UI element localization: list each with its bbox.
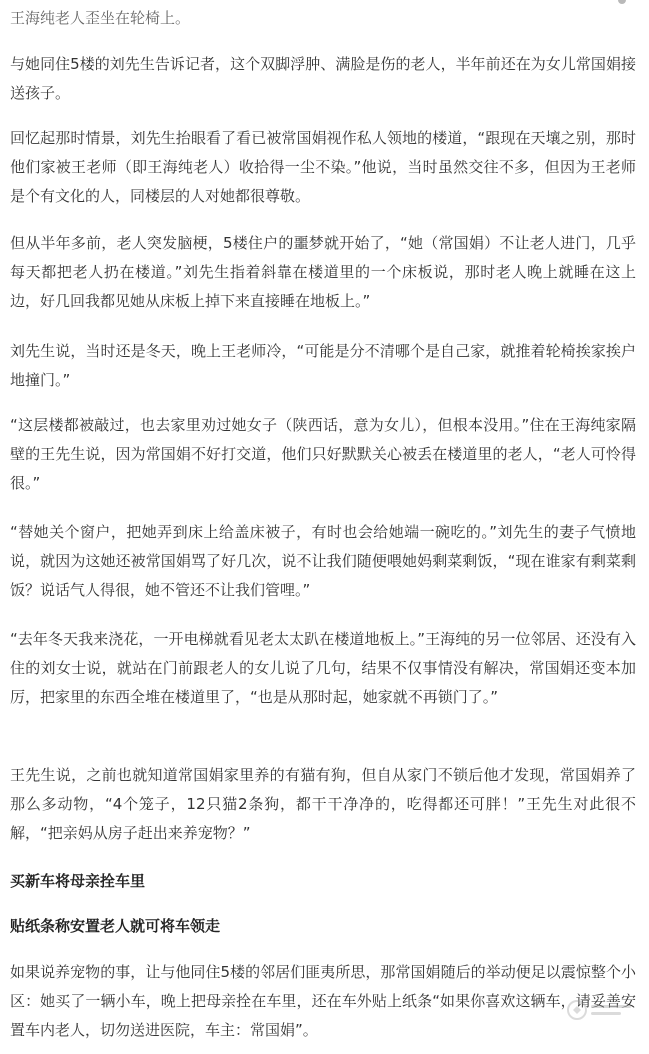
section-heading: 贴纸条称安置老人就可将车领走 [10, 917, 221, 935]
paragraph: “去年冬天我来浇花，一开电梯就看见老太太趴在楼道地板上。”王海纯的另一位邻居、还没有入住的刘女士说，就站在门前跟老人的女儿说了几句，结果不仅事情没有解决，常国娟还变本加厉，把家里的东西全堆在楼道里了，“也是从那时起，她家就不再锁门了。” [10, 630, 636, 706]
photo-caption: 王海纯老人歪坐在轮椅上。 [10, 9, 191, 27]
paragraph: 刘先生说，当时还是冬天，晚上王老师冷，“可能是分不清哪个是自己家，就推着轮椅挨家挨户地撞门。” [10, 342, 636, 389]
paragraph: “替她关个窗户，把她弄到床上给盖床被子，有时也会给她端一碗吃的。”刘先生的妻子气愤地说，就因为这她还被常国娟骂了好几次，说不让我们随便喂她妈剩菜剩饭，“现在谁家有剩菜剩饭？说话气人得很，她不管还不让我们管哩。” [10, 523, 636, 599]
paragraph: “这层楼都被敲过，也去家里劝过她女子（陕西话，意为女儿），但根本没用。”住在王海纯家隔壁的王先生说，因为常国娟不好打交道，他们只好默默关心被丢在楼道里的老人，“老人可怜得很。” [10, 416, 636, 492]
paragraph: 但从半年多前，老人突发脑梗，5楼住户的噩梦就开始了，“她（常国娟）不让老人进门，几乎每天都把老人扔在楼道。”刘先生指着斜靠在楼道里的一个床板说，那时老人晚上就睡在这上边，好几回我都见她从床板上掉下来直接睡在地板上。” [10, 234, 636, 310]
paragraph: 回忆起那时情景，刘先生抬眼看了看已被常国娟视作私人领地的楼道，“跟现在天壤之别，那时他们家被王老师（即王海纯老人）收拾得一尘不染。”他说，当时虽然交往不多，但因为王老师是个有文化的人，同楼层的人对她都很尊敬。 [10, 129, 636, 205]
scrollbar-thumb[interactable] [618, 0, 626, 4]
section-heading: 买新车将母亲拴车里 [10, 872, 146, 890]
paragraph: 与她同住5楼的刘先生告诉记者，这个双脚浮肿、满脸是伤的老人，半年前还在为女儿常国娟接送孩子。 [10, 55, 636, 102]
paragraph: 王先生说，之前也就知道常国娟家里养的有猫有狗，但自从家门不锁后他才发现，常国娟养了那么多动物，“4个笼子，12只猫2条狗，都干干净净的，吃得都还可胖！”王先生对此很不解，“把亲妈从房子赶出来养宠物？” [10, 766, 636, 842]
watermark-logo [565, 996, 637, 1024]
paragraph: 如果说养宠物的事，让与他同住5楼的邻居们匪夷所思，那常国娟随后的举动便足以震惊整个小区：她买了一辆小车，晚上把母亲拴在车里，还在车外贴上纸条“如果你喜欢这辆车，请妥善安置车内老人，切勿送进医院，车主：常国娟”。 [10, 963, 636, 1039]
